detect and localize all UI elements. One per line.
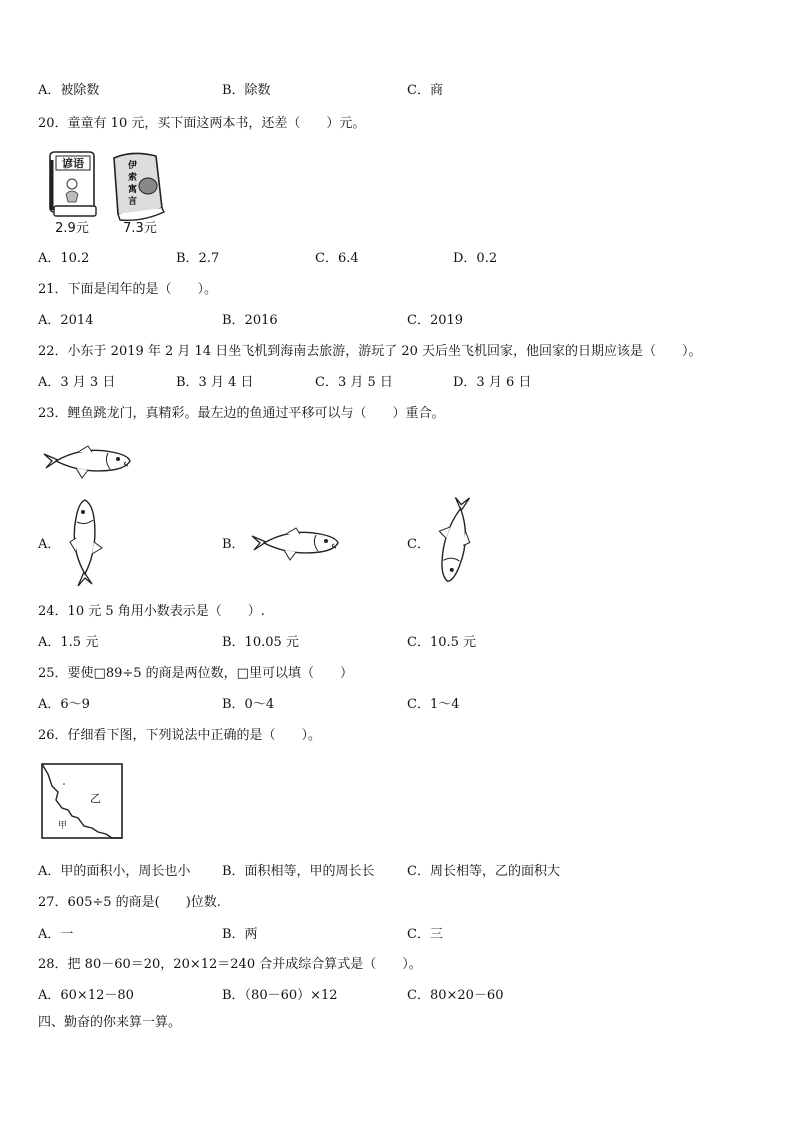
q23-option-a[interactable]: A． xyxy=(38,537,61,552)
q24-option-c[interactable]: C．10.5 元 xyxy=(407,635,477,650)
q19-option-c[interactable]: C．商 xyxy=(407,83,443,98)
q28-option-a[interactable]: A．60×12－80 xyxy=(38,988,134,1003)
q19-option-a[interactable]: A．被除数 xyxy=(38,83,100,98)
q24-option-a[interactable]: A．1.5 元 xyxy=(38,635,99,650)
q22-option-c[interactable]: C．3 月 5 日 xyxy=(315,375,393,390)
q20-option-a[interactable]: A．10.2 xyxy=(38,251,90,266)
q22-stem: 22．小东于 2019 年 2 月 14 日坐飞机到海南去旅游，游玩了 20 天后坐飞机回家，他回家的日期应该是（ ）。 xyxy=(38,344,702,359)
q25-stem: 25．要使□89÷5 的商是两位数，□里可以填（ ） xyxy=(38,666,353,681)
q24-stem: 24．10 元 5 角用小数表示是（ ）. xyxy=(38,604,265,619)
book1-price: 2.9元 xyxy=(55,221,89,236)
fish-option-a-icon[interactable] xyxy=(60,498,110,586)
q20-stem: 20．童童有 10 元，买下面这两本书，还差（ ）元。 xyxy=(38,116,366,131)
q26-option-a[interactable]: A．甲的面积小，周长也小 xyxy=(38,864,191,879)
q27-option-c[interactable]: C．三 xyxy=(407,927,443,942)
svg-text:索: 索 xyxy=(128,173,138,183)
q20-option-b[interactable]: B．2.7 xyxy=(176,251,220,266)
q27-option-a[interactable]: A．一 xyxy=(38,927,74,942)
q23-option-c[interactable]: C． xyxy=(407,537,430,552)
q28-option-b[interactable]: B．（80－60）×12 xyxy=(222,988,338,1003)
q20-option-d[interactable]: D．0.2 xyxy=(453,251,498,266)
q25-option-a[interactable]: A．6～9 xyxy=(38,697,90,712)
q20-option-c[interactable]: C．6.4 xyxy=(315,251,359,266)
q23-stem: 23．鲤鱼跳龙门，真精彩。最左边的鱼通过平移可以与（ ）重合。 xyxy=(38,406,445,421)
q27-stem: 27．605÷5 的商是( )位数. xyxy=(38,895,221,910)
q22-option-a[interactable]: A．3 月 3 日 xyxy=(38,375,116,390)
q25-option-c[interactable]: C．1～4 xyxy=(407,697,460,712)
q25-option-b[interactable]: B．0～4 xyxy=(222,697,275,712)
q26-option-b[interactable]: B．面积相等，甲的周长长 xyxy=(222,864,375,879)
q28-stem: 28．把 80－60＝20，20×12＝240 合并成综合算式是（ ）。 xyxy=(38,957,422,972)
q27-option-b[interactable]: B．两 xyxy=(222,927,258,942)
books-figure xyxy=(44,146,174,238)
svg-text:伊: 伊 xyxy=(128,161,138,171)
book-proverbs-icon xyxy=(50,152,96,236)
fish-option-c-icon[interactable] xyxy=(428,496,482,584)
svg-text:言: 言 xyxy=(128,197,138,207)
q19-option-b[interactable]: B．除数 xyxy=(222,83,271,98)
q21-option-b[interactable]: B．2016 xyxy=(222,313,278,328)
q26-stem: 26．仔细看下图，下列说法中正确的是（ ）。 xyxy=(38,728,322,743)
reference-fish-icon xyxy=(42,440,134,482)
book2-price: 7.3元 xyxy=(123,221,157,236)
q21-option-c[interactable]: C．2019 xyxy=(407,313,464,328)
q26-option-c[interactable]: C．周长相等，乙的面积大 xyxy=(407,864,560,879)
book1-title: 谚语 xyxy=(62,157,84,170)
section-4-title: 四、勤奋的你来算一算。 xyxy=(38,1015,182,1030)
q28-option-c[interactable]: C．80×20－60 xyxy=(407,988,504,1003)
q21-stem: 21．下面是闰年的是（ ）。 xyxy=(38,282,218,297)
svg-text:寓: 寓 xyxy=(128,185,138,195)
q22-option-d[interactable]: D．3 月 6 日 xyxy=(453,375,532,390)
label-yi: 乙 xyxy=(90,792,101,805)
q24-option-b[interactable]: B．10.05 元 xyxy=(222,635,299,650)
fish-option-b-icon[interactable] xyxy=(250,522,342,564)
area-perimeter-figure xyxy=(40,762,124,840)
q23-option-b[interactable]: B． xyxy=(222,537,245,552)
book-aesop-icon xyxy=(114,153,164,236)
q21-option-a[interactable]: A．2014 xyxy=(38,313,94,328)
label-jia: 甲 xyxy=(58,821,68,831)
q22-option-b[interactable]: B．3 月 4 日 xyxy=(176,375,254,390)
